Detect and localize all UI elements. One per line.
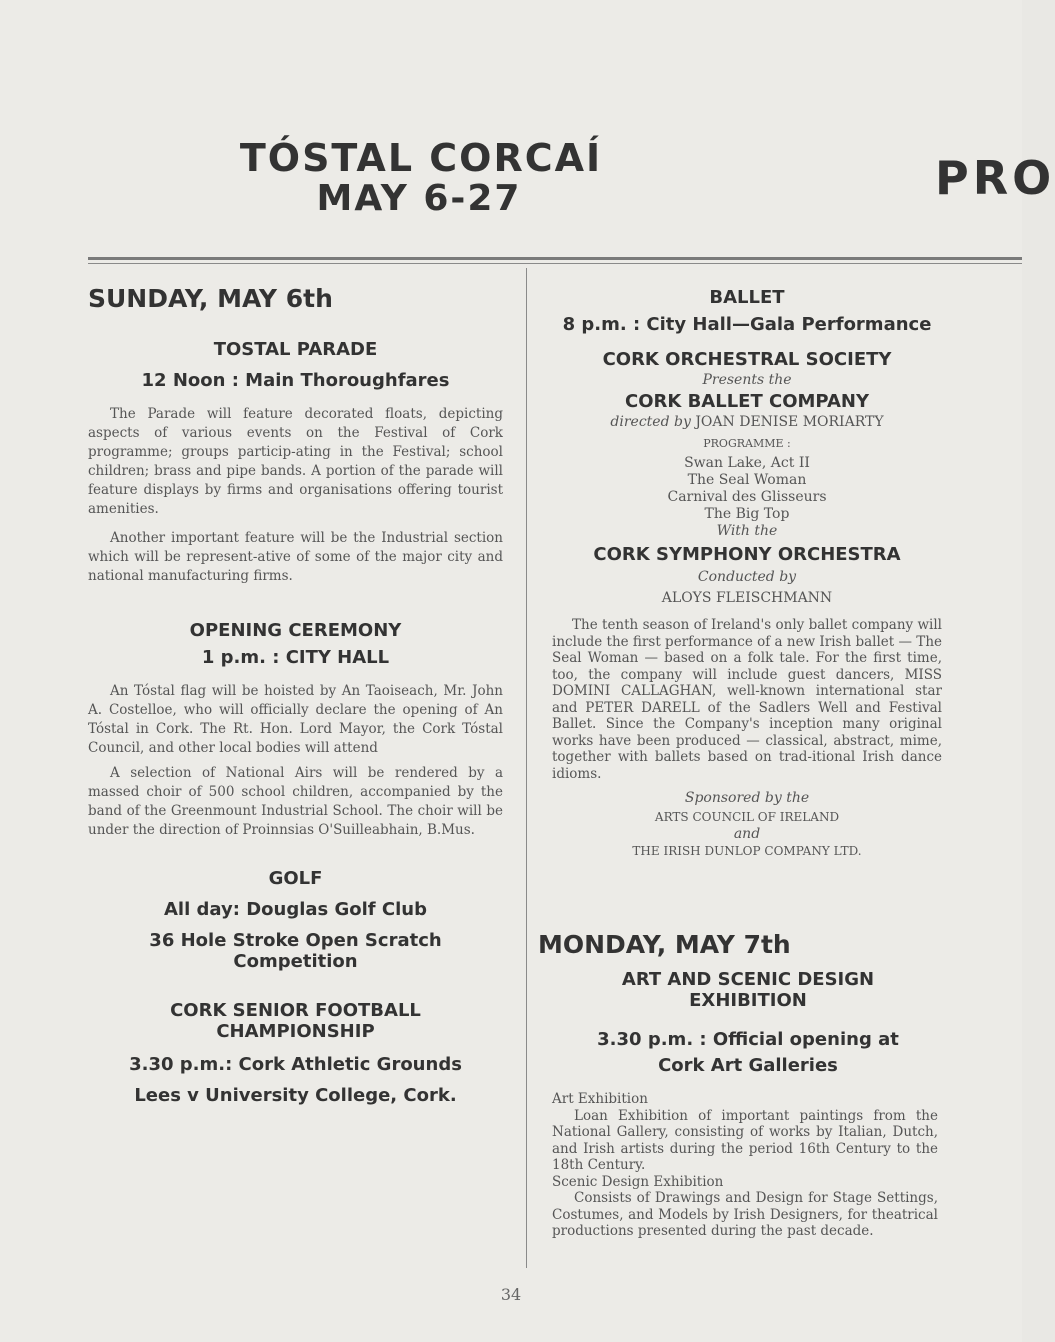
page-number: 34 — [500, 1285, 522, 1304]
header-rule — [88, 257, 1022, 260]
ballet-paragraph: The tenth season of Ireland's only ballet company will include the first performance of a new Irish ballet — The Seal Woman — based on a folk tale. For the first time, too, the company will include guest dancers, MISS DOMINI CALLAGHAN, well-known international star and PETER DARELL of the Sadlers Well and Festival Ballet. Since the Company's inception many original works have been produced — classical, abstract, mime, together with ballets based on trad-itional Irish dance idioms. — [552, 617, 942, 782]
opening-title: OPENING CEREMONY — [189, 620, 402, 641]
golf-competition: 36 Hole Stroke Open Scratch Competition — [149, 930, 442, 972]
golf-time: All day: Douglas Golf Club — [163, 899, 427, 920]
sponsor-dunlop: THE IRISH DUNLOP COMPANY LTD. — [632, 844, 862, 858]
header-rule-thin — [88, 263, 1022, 264]
day-heading-monday: MONDAY, MAY 7th — [538, 930, 791, 959]
exhibition-time: 3.30 p.m. : Official opening at Cork Art Galleries — [597, 1029, 899, 1076]
directed-by-label: directed by — [610, 414, 691, 430]
ballet-time: 8 p.m. : City Hall—Gala Performance — [562, 314, 932, 335]
society-name: CORK ORCHESTRAL SOCIETY — [602, 349, 892, 370]
orchestra-name: CORK SYMPHONY ORCHESTRA — [593, 544, 901, 565]
programme-item: Swan Lake, Act II — [684, 455, 810, 471]
parade-time: 12 Noon : Main Thoroughfares — [141, 370, 450, 391]
monday-section — [538, 930, 938, 1240]
art-exhibition-label: Art Exhibition — [552, 1091, 648, 1107]
opening-time: 1 p.m. : CITY HALL — [201, 647, 390, 668]
day-heading-sunday: SUNDAY, MAY 6th — [88, 284, 333, 313]
opening-paragraph-2: A selection of National Airs will be rendered by a massed choir of 500 school children, accompanied by the band of the Greenmount Industrial School. The choir will be under the direction of Proinnsias O'Suilleabhain, B.Mus. — [88, 765, 503, 838]
sponsored-by-label: Sponsored by the — [684, 790, 810, 806]
with-the-label: With the — [716, 523, 778, 539]
programme-label: PROGRAMME : — [703, 437, 791, 450]
sponsor-arts-council: ARTS COUNCIL OF IRELAND — [654, 810, 840, 824]
page-dates: MAY 6-27 — [316, 178, 522, 219]
parade-title: TOSTAL PARADE — [213, 339, 378, 360]
conductor-name: ALOYS FLEISCHMANN — [661, 590, 833, 606]
art-exhibition-paragraph: Loan Exhibition of important paintings from the National Gallery, consisting of works by Italian, Dutch, and Irish artists during the period 16th Century to the 18th Century. — [552, 1107, 938, 1173]
parade-paragraph-1: The Parade will feature decorated floats, depicting aspects of various events on the Festival of Cork programme; groups particip-ating in the Festival; school children; brass and pipe bands. A portion of the parade will feature displays by firms and organisations offering tourist amenities. — [88, 406, 503, 517]
page-title: TÓSTAL CORCAÍ — [239, 136, 603, 180]
column-divider — [526, 268, 527, 1268]
golf-title: GOLF — [268, 868, 323, 889]
football-match: Lees v University College, Cork. — [134, 1085, 457, 1106]
left-column — [88, 284, 503, 1106]
presents-label: Presents the — [702, 372, 792, 388]
right-column — [552, 287, 942, 860]
director-line — [552, 414, 942, 431]
programme-item: The Seal Woman — [687, 472, 807, 488]
and-label: and — [733, 826, 761, 842]
scenic-design-paragraph: Consists of Drawings and Design for Stage Settings, Costumes, and Models by Irish Designers, for theatrical productions presented during the past decade. — [552, 1190, 938, 1239]
ballet-title: BALLET — [709, 287, 785, 308]
parade-paragraph-2: Another important feature will be the Industrial section which will be represent-ative of some of the major city and national manufacturing firms. — [88, 530, 503, 584]
football-title: CORK SENIOR FOOTBALL CHAMPIONSHIP — [170, 1000, 421, 1042]
company-name: CORK BALLET COMPANY — [624, 391, 869, 412]
opening-paragraph-1: An Tóstal flag will be hoisted by An Taoiseach, Mr. John A. Costelloe, who will officially declare the opening of An Tóstal in Cork. The Rt. Hon. Lord Mayor, the Cork Tóstal Council, and other local bodies will attend — [88, 683, 503, 756]
football-time: 3.30 p.m.: Cork Athletic Grounds — [129, 1054, 462, 1075]
cut-heading: PRO — [935, 151, 1055, 205]
scenic-design-label: Scenic Design Exhibition — [552, 1173, 724, 1190]
programme-item: The Big Top — [704, 506, 790, 522]
conducted-by-label: Conducted by — [697, 569, 797, 585]
programme-item: Carnival des Glisseurs — [667, 489, 827, 505]
exhibition-title: ART AND SCENIC DESIGN EXHIBITION — [621, 969, 875, 1011]
director-name: JOAN DENISE MORIARTY — [695, 414, 884, 430]
